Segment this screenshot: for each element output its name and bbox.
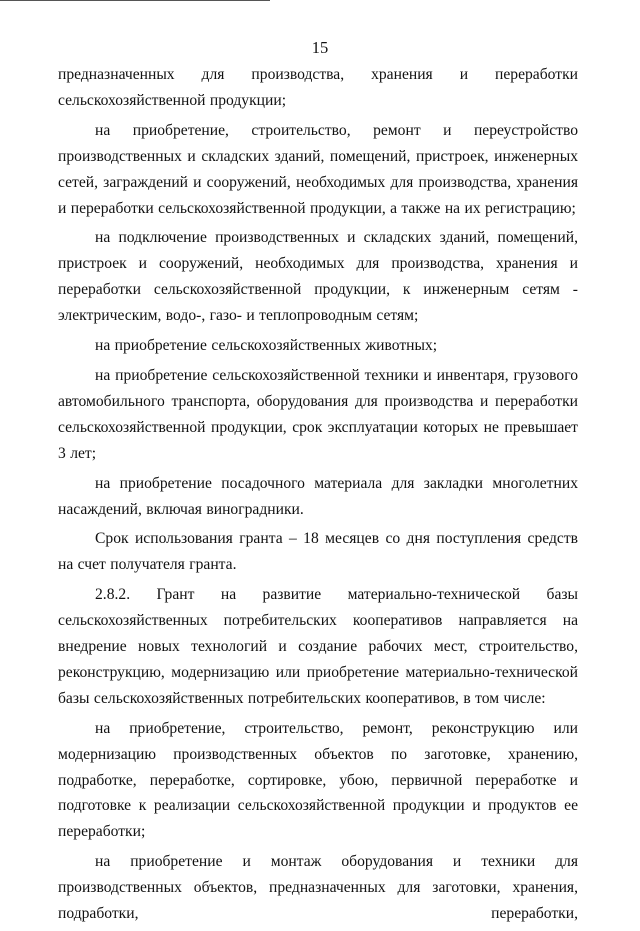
paragraph-9: на приобретение, строительство, ремонт, реконструкцию или модернизацию производственных объектов по заготовке, хранению, подработке, переработке, сортировке, убою, первичной переработке и подготовке к реализации сельскохозяйственной продукции и продуктов ее переработки; [58, 719, 578, 841]
paragraph-2: на приобретение, строительство, ремонт и переустройство производственных и складских зданий, помещений, пристроек, инженерных сетей, заграждений и сооружений, необходимых для производства, хранения и переработки сельскохозяйственной продукции, а также на их регистрацию; [58, 121, 578, 217]
top-rule [0, 0, 270, 1]
paragraph-8: 2.8.2. Грант на развитие материально-технической базы сельскохозяйственных потребительских кооперативов направляется на внедрение новых технологий и создание рабочих мест, строительство, реконструкцию, модернизацию или приобретение материально-технической базы сельскохозяйственных потребительских кооперативов, в том числе: [58, 586, 578, 707]
paragraph-4: на приобретение сельскохозяйственных животных; [95, 337, 438, 355]
document-body [58, 62, 578, 931]
paragraph-10: на приобретение и монтаж оборудования и техники для производственных объектов, предназначенных для заготовки, хранения, подработки, переработки, [58, 853, 578, 923]
paragraph-7: Срок использования гранта – 18 месяцев со дня поступления средств на счет получателя гранта. [58, 530, 578, 574]
paragraph-1: предназначенных для производства, хранения и переработки сельскохозяйственной продукции; [58, 66, 578, 109]
page-number: 15 [311, 38, 329, 57]
paragraph-5: на приобретение сельскохозяйственной техники и инвентаря, грузового автомобильного транспорта, оборудования для производства и переработки сельскохозяйственной продукции, срок эксплуатации которых не превышает 3 лет; [58, 366, 578, 462]
paragraph-6: на приобретение посадочного материала для закладки многолетних насаждений, включая виноградники. [58, 474, 578, 518]
paragraph-3: на подключение производственных и складских зданий, помещений, пристроек и сооружений, необходимых для производства, хранения и переработки сельскохозяйственной продукции, к инженерным сетям - электрическим, водо-, газо- и теплопроводным сетям; [58, 229, 578, 325]
